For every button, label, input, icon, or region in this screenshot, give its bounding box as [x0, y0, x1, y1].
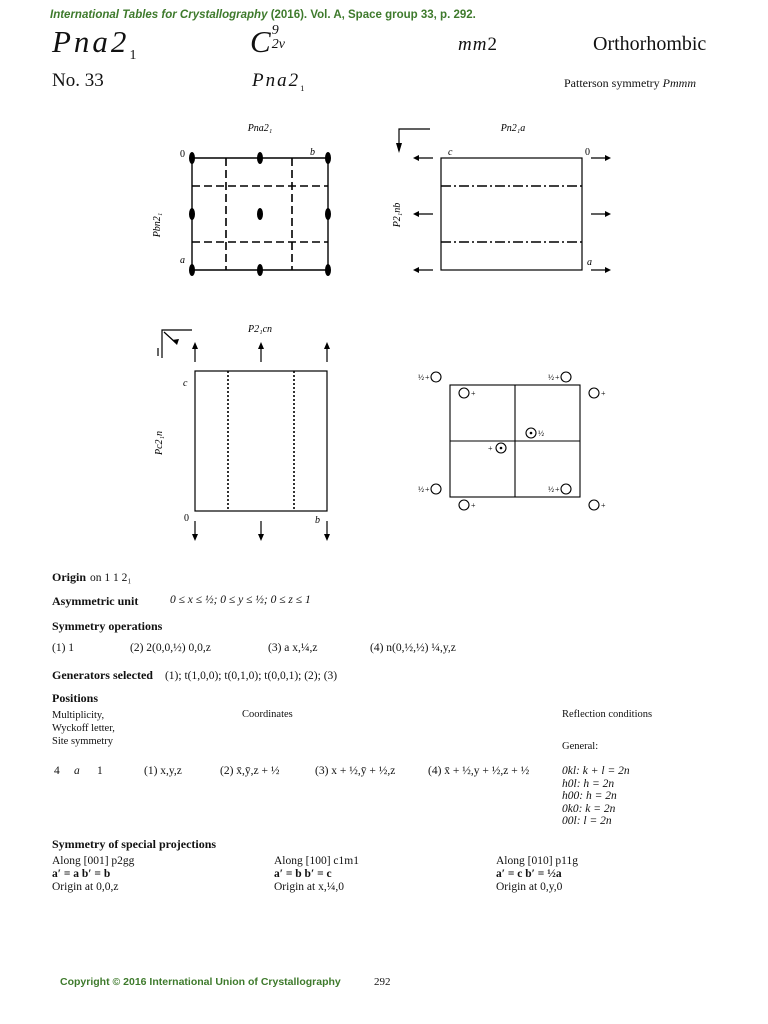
journal-name: International Tables for Crystallography [50, 9, 268, 21]
col-multiplicity: Multiplicity, [52, 710, 105, 721]
origin-label: 0 [184, 513, 189, 524]
axis-a-label: a [180, 255, 185, 266]
plus-sign: + [555, 373, 560, 382]
projection-origin: Origin at x,¼,0 [274, 881, 344, 893]
projection-axes: a′ = c b′ = ½a [496, 868, 562, 880]
diagram-general-positions [405, 355, 620, 525]
axis-c-label: c [183, 378, 188, 389]
projection-along: Along [010] p11g [496, 855, 578, 867]
generators-value: (1); t(1,0,0); t(0,1,0); t(0,0,1); (2); (3) [164, 670, 338, 682]
plus-sign: + [488, 444, 493, 453]
projection-001 [52, 855, 134, 894]
page-number: 292 [374, 976, 391, 988]
schoenflies-sub: 2v [271, 37, 285, 52]
axis-a-label: a [587, 257, 592, 268]
patterson-symmetry [564, 76, 696, 91]
full-symbol [252, 70, 304, 93]
projection-along: Along [001] p2gg [52, 855, 135, 867]
condition-h00: h00: h = 2n [562, 790, 617, 802]
diagram-title: P2₁cn [247, 324, 273, 335]
generators-line [52, 666, 337, 684]
positions-column-header [52, 709, 115, 748]
plus-sign: + [425, 373, 430, 382]
wyckoff-letter: a [74, 765, 80, 777]
plus-sign: + [471, 389, 476, 398]
hm-symbol-text: Pna2 [52, 24, 130, 59]
asym-value: 0 ≤ x ≤ ½; 0 ≤ y ≤ ½; 0 ≤ z ≤ 1 [170, 594, 311, 606]
axis-c-label: c [448, 147, 453, 158]
projection-axes: a′ = b b′ = c [274, 868, 332, 880]
symop-3: (3) a x,¼,z [268, 642, 318, 654]
asym-heading: Asymmetric unit [52, 594, 139, 608]
hm-symbol [52, 24, 136, 64]
hm-symbol-subscript: 1 [129, 48, 137, 64]
condition-0k0: 0k0: k = 2n [562, 802, 616, 815]
generators-heading: Generators selected [52, 668, 153, 682]
full-symbol-subscript: 1 [300, 82, 305, 93]
projection-100 [274, 855, 359, 894]
plus-sign: + [555, 485, 560, 494]
plus-sign: + [601, 501, 606, 510]
reflection-conditions-list [562, 765, 630, 828]
point-group-number: 2 [487, 34, 498, 55]
projection-010 [496, 855, 578, 894]
point-group-letters: mm [458, 34, 488, 55]
space-group-number: No. 33 [52, 70, 104, 91]
coord-3: (3) x + ½,ȳ + ½,z [315, 765, 396, 777]
schoenflies-sup: 9 [271, 23, 279, 38]
symop-1: (1) 1 [52, 642, 75, 654]
plus-sign: + [425, 485, 430, 494]
axis-b-label: b [310, 147, 315, 158]
copyright: Copyright © 2016 International Union of Crystallography [60, 976, 341, 988]
diagram-title: Pna2₁ [247, 123, 273, 134]
coord-1: (1) x,y,z [144, 765, 182, 777]
patterson-symbol: Pmmm [662, 76, 696, 90]
symops-heading: Symmetry operations [52, 619, 163, 633]
glide-arrows [415, 158, 609, 270]
schoenflies-letter: C [250, 24, 271, 59]
height-label: ½ [548, 373, 554, 382]
symop-2: (2) 2(0,0,½) 0,0,z [130, 642, 211, 654]
diagram-top-left [140, 115, 350, 290]
reflection-conditions-header: Reflection conditions [562, 709, 653, 720]
diagram-top-right [385, 115, 620, 290]
origin-label: 0 [180, 149, 185, 160]
citation-details: (2016). Vol. A, Space group 33, p. 292. [270, 9, 476, 21]
origin-line [52, 568, 131, 586]
col-site-symmetry: Site symmetry [52, 736, 113, 747]
diagram-side-label: P2₁nb [392, 202, 403, 228]
col-wyckoff: Wyckoff letter, [52, 723, 115, 734]
diagram-bottom-left [140, 318, 350, 546]
positions-heading: Positions [52, 691, 99, 705]
coord-4: (4) x̄ + ½,y + ½,z + ½ [428, 765, 530, 777]
crystal-system: Orthorhombic [593, 33, 707, 55]
patterson-label: Patterson symmetry [564, 76, 660, 90]
height-label: ½ [538, 429, 544, 438]
origin-heading: Origin [52, 570, 87, 584]
projection-origin: Origin at 0,0,z [52, 881, 119, 893]
site-symmetry: 1 [97, 765, 103, 777]
condition-h0l: h0l: h = 2n [562, 777, 615, 790]
screw-axis-symbols [189, 152, 331, 276]
projections-heading: Symmetry of special projections [52, 837, 217, 851]
height-label: ½ [418, 373, 424, 382]
diagram-title: Pn2₁a [500, 123, 526, 134]
plus-sign: + [601, 389, 606, 398]
projection-origin: Origin at 0,y,0 [496, 881, 563, 893]
schoenflies-scripts [272, 24, 285, 52]
condition-00l: 00l: l = 2n [562, 815, 612, 827]
plus-sign: + [471, 501, 476, 510]
screw-arrows [195, 344, 327, 539]
coordinates-header: Coordinates [242, 709, 293, 720]
general-label: General: [562, 741, 599, 752]
diagram-side-label: Pbn2₁ [152, 212, 163, 238]
schoenflies-symbol [250, 24, 285, 60]
coord-2: (2) x̄,ȳ,z + ½ [220, 765, 280, 777]
projection-along: Along [100] c1m1 [274, 855, 359, 867]
height-label: ½ [418, 485, 424, 494]
source-citation [50, 9, 476, 21]
condition-0kl: 0kl: k + l = 2n [562, 765, 630, 777]
height-label: ½ [548, 485, 554, 494]
symop-4: (4) n(0,½,½) ¼,y,z [370, 642, 456, 654]
axis-b-label: b [315, 515, 320, 526]
diagram-side-label: Pc2₁n [154, 430, 165, 456]
origin-label: 0 [585, 147, 590, 158]
origin-value: on 1 1 2₁ [90, 572, 132, 584]
projection-axes: a′ = a b′ = b [52, 868, 111, 880]
full-symbol-text: Pna2 [252, 70, 301, 91]
point-group [458, 34, 498, 56]
multiplicity: 4 [54, 765, 60, 777]
